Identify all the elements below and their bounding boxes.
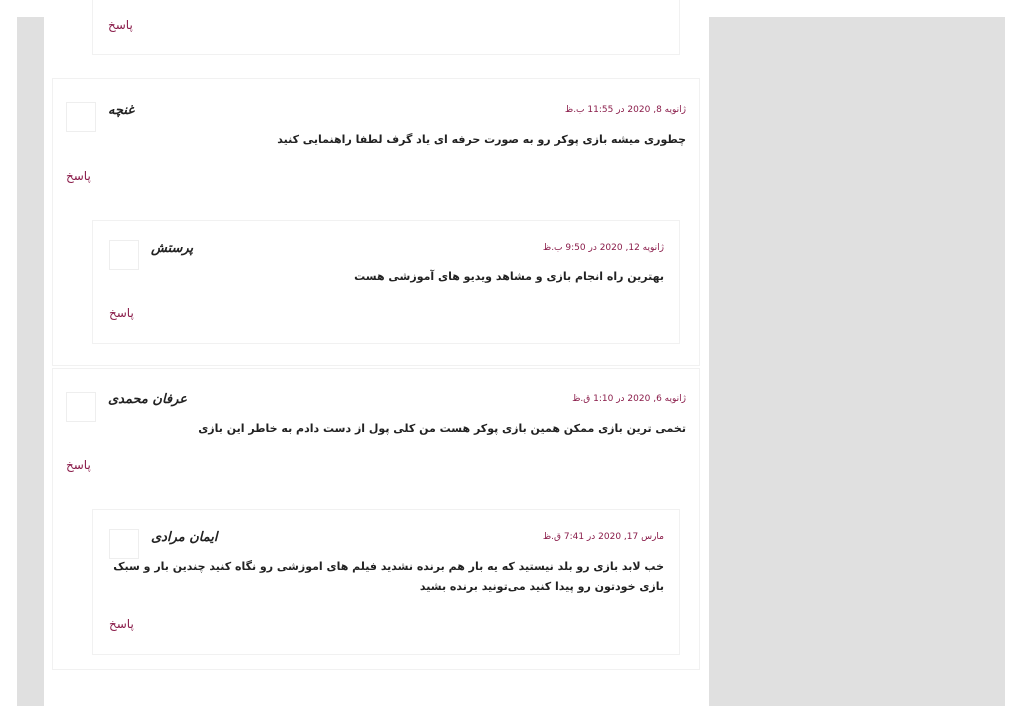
reply-text: بهترین راه انجام بازی و مشاهد ویدیو های آموزشی هست: [354, 270, 664, 283]
avatar: [109, 529, 139, 559]
sidebar-background: [709, 17, 1005, 706]
comment-text: چطوری میشه بازی پوکر رو به صورت حرفه ای یاد گرف لطفا راهنمایی کنید: [277, 133, 686, 146]
comment-author[interactable]: عرفان محمدی: [108, 392, 188, 407]
reply-link[interactable]: پاسخ: [109, 306, 134, 320]
comment-date[interactable]: ژانویه 6, 2020 در 1:10 ق.ظ: [572, 394, 686, 404]
reply-author[interactable]: پرستش: [151, 241, 194, 256]
comment-text: تخمی ترین بازی ممکن همین بازی پوکر هست من کلی پول از دست دادم به خاطر این بازی: [198, 422, 686, 435]
reply-link[interactable]: پاسخ: [66, 458, 91, 472]
avatar: [66, 102, 96, 132]
reply-text: خب لابد بازی رو بلد نیستید که یه بار هم برنده نشدید فیلم های اموزشی رو نگاه کنید چندین بار و سبک بازی خودتون رو پیدا کنید می‌تونید برنده بشید: [113, 560, 664, 593]
reply-date[interactable]: مارس 17, 2020 در 7:41 ق.ظ: [542, 532, 664, 542]
reply-link[interactable]: پاسخ: [66, 169, 91, 183]
page-background-left: [17, 17, 44, 706]
reply-link[interactable]: پاسخ: [109, 617, 134, 631]
reply-author[interactable]: ایمان مرادی: [151, 530, 218, 545]
comment-date[interactable]: ژانویه 8, 2020 در 11:55 ب.ظ: [564, 105, 686, 115]
avatar: [66, 392, 96, 422]
previous-reply-card: [92, 0, 680, 55]
reply-link[interactable]: پاسخ: [108, 18, 133, 32]
reply-date[interactable]: ژانویه 12, 2020 در 9:50 ب.ظ: [542, 243, 664, 253]
comment-author[interactable]: غنچه: [108, 103, 135, 118]
avatar: [109, 240, 139, 270]
